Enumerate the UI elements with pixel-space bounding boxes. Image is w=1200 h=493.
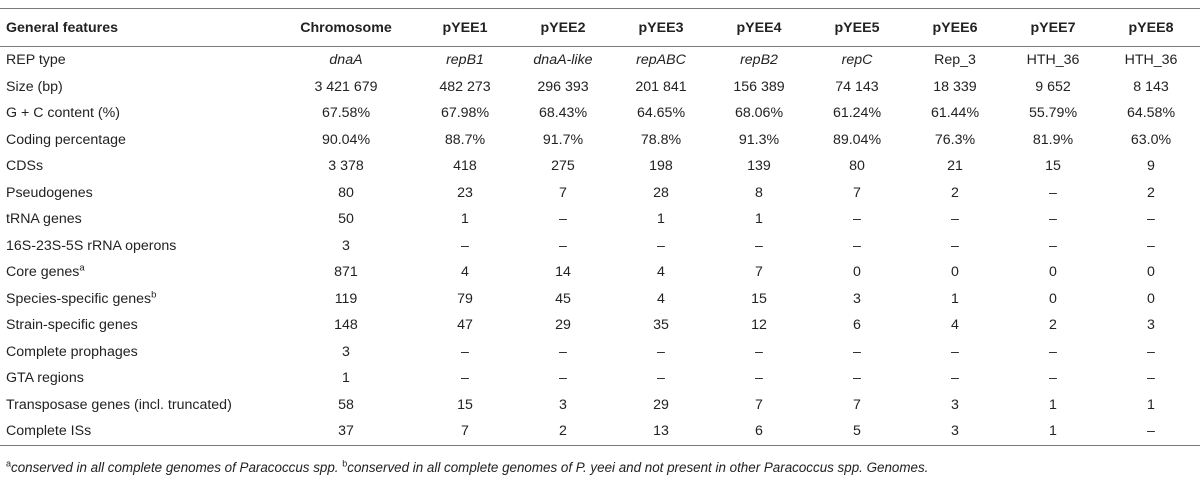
table-cell: 139 <box>747 158 771 175</box>
row-label <box>0 74 276 101</box>
row-label <box>0 127 276 154</box>
row-label-text: Species-specific genes <box>6 290 152 307</box>
table-cell: 4 <box>461 264 469 281</box>
table-cell: Rep_3 <box>934 52 976 69</box>
table-row <box>0 259 1200 286</box>
header-col-6: pYEE5 <box>808 9 906 47</box>
table-cell: – <box>1049 343 1057 360</box>
table-row <box>0 206 1200 233</box>
table-cell: 80 <box>338 184 354 201</box>
table-cell: 3 <box>951 396 959 413</box>
table-cell: 418 <box>453 158 477 175</box>
table-cell: 8 <box>755 184 763 201</box>
table-cell: 47 <box>457 317 473 334</box>
table-cell: 2 <box>514 418 612 445</box>
table-cell: – <box>461 370 469 387</box>
table-cell: – <box>951 370 959 387</box>
table-cell: – <box>657 370 665 387</box>
table-cell: – <box>755 370 763 387</box>
header-col-3: pYEE2 <box>514 9 612 47</box>
table-cell: 1 <box>1147 396 1155 413</box>
row-label <box>0 392 276 419</box>
row-label-text: Size (bp) <box>6 78 63 95</box>
table-cell: 15 <box>751 290 767 307</box>
table-cell: – <box>755 237 763 254</box>
table-cell: repC <box>841 52 873 69</box>
table-cell: 81.9% <box>1032 131 1074 148</box>
table-cell: – <box>559 370 567 387</box>
table-row <box>0 365 1200 392</box>
table-cell: repABC <box>636 52 686 69</box>
table-cell: 7 <box>755 396 763 413</box>
header-col-8: pYEE7 <box>1004 9 1102 47</box>
table-cell: 35 <box>653 317 669 334</box>
table-cell: – <box>1049 370 1057 387</box>
table-cell: – <box>657 237 665 254</box>
table-cell: 90.04% <box>321 131 371 148</box>
header-col-5: pYEE4 <box>710 9 808 47</box>
table-row <box>0 127 1200 154</box>
footnote-ref: b <box>151 289 157 301</box>
table-footnote <box>6 460 928 475</box>
table-cell: 3 <box>906 418 1004 445</box>
table-cell: 9 <box>1147 158 1155 175</box>
table-body <box>0 47 1200 446</box>
table-cell: 2 <box>1147 184 1155 201</box>
table-row <box>0 100 1200 127</box>
table-cell: 8 143 <box>1133 78 1169 95</box>
table-cell: 89.04% <box>832 131 882 148</box>
table-cell: 28 <box>653 184 669 201</box>
row-label <box>0 339 276 366</box>
table-row <box>0 339 1200 366</box>
table-cell: – <box>853 370 861 387</box>
table-cell: 61.44% <box>930 105 980 122</box>
table-cell: 78.8% <box>640 131 682 148</box>
table-cell: 13 <box>612 418 710 445</box>
table-cell: – <box>1049 237 1057 254</box>
table-cell: – <box>461 343 469 360</box>
table-cell: – <box>853 343 861 360</box>
table-cell: 2 <box>951 184 959 201</box>
table-cell: 296 393 <box>537 78 589 95</box>
row-label <box>0 100 276 127</box>
table-cell: 0 <box>853 264 861 281</box>
table-cell: 88.7% <box>444 131 486 148</box>
table-cell: 15 <box>457 396 473 413</box>
table-cell: 68.06% <box>734 105 784 122</box>
table-cell: 29 <box>653 396 669 413</box>
table-row <box>0 47 1200 74</box>
table-cell: 6 <box>853 317 861 334</box>
row-label <box>0 259 276 286</box>
table-cell: 156 389 <box>733 78 785 95</box>
row-label <box>0 233 276 260</box>
table-cell: 198 <box>649 158 673 175</box>
row-label-text: Strain-specific genes <box>6 317 138 334</box>
row-label-text: Transposase genes (incl. truncated) <box>6 396 232 413</box>
table-cell: 1 <box>657 211 665 228</box>
footnote-ref: a <box>79 262 85 274</box>
table-cell: 3 378 <box>328 158 364 175</box>
table-cell: 1 <box>1049 396 1057 413</box>
table-cell: 7 <box>416 418 514 445</box>
row-label <box>0 206 276 233</box>
table-cell: 201 841 <box>635 78 687 95</box>
table-cell: 68.43% <box>538 105 588 122</box>
table-cell: – <box>853 211 861 228</box>
table-cell: 871 <box>334 264 358 281</box>
table-cell: – <box>1102 418 1200 445</box>
table-cell: dnaA-like <box>533 52 593 69</box>
table-cell: 3 <box>1147 317 1155 334</box>
row-label-text: GTA regions <box>6 370 84 387</box>
table-cell: 3 421 679 <box>314 78 378 95</box>
table-cell: 76.3% <box>934 131 976 148</box>
table-cell: – <box>1147 343 1155 360</box>
table-cell: 0 <box>951 264 959 281</box>
table-cell: 9 652 <box>1035 78 1071 95</box>
row-label <box>0 365 276 392</box>
table-cell: 3 <box>853 290 861 307</box>
table-cell: 14 <box>555 264 571 281</box>
row-label <box>0 47 276 74</box>
row-label-text: Complete ISs <box>6 423 92 440</box>
table-cell: 4 <box>657 290 665 307</box>
table-cell: 79 <box>457 290 473 307</box>
header-col-9: pYEE8 <box>1102 9 1200 47</box>
table-cell: – <box>559 237 567 254</box>
table-cell: – <box>559 211 567 228</box>
table-cell: 23 <box>457 184 473 201</box>
table-cell: – <box>1147 237 1155 254</box>
table-cell: 55.79% <box>1028 105 1078 122</box>
table-cell: 7 <box>853 184 861 201</box>
table-cell: 37 <box>276 418 416 445</box>
table-cell: 21 <box>947 158 963 175</box>
footnote-a-text: conserved in all complete genomes of Paracoccus spp. <box>11 460 343 475</box>
table-cell: 119 <box>334 290 358 307</box>
table-cell: 1 <box>951 290 959 307</box>
table-cell: – <box>461 237 469 254</box>
row-label-text: 16S-23S-5S rRNA operons <box>6 237 177 254</box>
table-cell: 3 <box>342 237 350 254</box>
table-cell: 18 339 <box>933 78 977 95</box>
table-cell: 3 <box>342 343 350 360</box>
table-cell: 7 <box>853 396 861 413</box>
table-cell: 61.24% <box>832 105 882 122</box>
row-label-text: tRNA genes <box>6 211 82 228</box>
table-cell: – <box>1147 370 1155 387</box>
table-row <box>0 153 1200 180</box>
table-cell: 80 <box>849 158 865 175</box>
table-cell: 91.7% <box>542 131 584 148</box>
table-cell: 29 <box>555 317 571 334</box>
row-label-text: Complete prophages <box>6 343 138 360</box>
footnote-b-mark: b <box>342 458 348 469</box>
table-cell: 64.65% <box>636 105 686 122</box>
table-cell: 482 273 <box>439 78 491 95</box>
row-label <box>0 418 276 445</box>
table-row <box>0 286 1200 313</box>
table-cell: 5 <box>808 418 906 445</box>
table-cell: 0 <box>1147 290 1155 307</box>
table-cell: 2 <box>1049 317 1057 334</box>
header-col-4: pYEE3 <box>612 9 710 47</box>
table-cell: 91.3% <box>738 131 780 148</box>
row-label-text: G + C content (%) <box>6 105 120 122</box>
table-cell: – <box>1147 211 1155 228</box>
table-row <box>0 312 1200 339</box>
table-cell: 15 <box>1045 158 1061 175</box>
table-cell: 1 <box>461 211 469 228</box>
table-cell: 6 <box>710 418 808 445</box>
header-feature: General features <box>0 9 276 47</box>
table-cell: 1 <box>342 370 350 387</box>
genome-features-table <box>0 8 1200 446</box>
table-cell: 67.58% <box>321 105 371 122</box>
table-cell: 275 <box>551 158 575 175</box>
table-cell: 58 <box>338 396 354 413</box>
table-cell: 1 <box>755 211 763 228</box>
table-cell: – <box>853 237 861 254</box>
table-cell: – <box>755 343 763 360</box>
table-row <box>0 180 1200 207</box>
table-cell: 74 143 <box>835 78 879 95</box>
table-cell: – <box>559 343 567 360</box>
table-cell: repB1 <box>446 52 484 69</box>
table-cell: 50 <box>338 211 354 228</box>
table-cell: repB2 <box>740 52 778 69</box>
table-cell: – <box>951 237 959 254</box>
row-label-text: CDSs <box>6 158 44 175</box>
table-cell: dnaA <box>329 52 363 69</box>
table-cell: 4 <box>657 264 665 281</box>
row-label-text: Core genes <box>6 264 80 281</box>
row-label-text: REP type <box>6 52 66 69</box>
header-col-7: pYEE6 <box>906 9 1004 47</box>
table-cell: 45 <box>555 290 571 307</box>
row-label <box>0 286 276 313</box>
table-cell: 148 <box>334 317 358 334</box>
table-cell: – <box>951 211 959 228</box>
row-label <box>0 180 276 207</box>
table-cell: HTH_36 <box>1124 52 1178 69</box>
table-cell: – <box>1049 211 1057 228</box>
table-row <box>0 233 1200 260</box>
table-cell: 0 <box>1049 290 1057 307</box>
header-col-1: Chromosome <box>276 9 416 47</box>
table-cell: 67.98% <box>440 105 490 122</box>
table-cell: 0 <box>1049 264 1057 281</box>
table-cell: 0 <box>1147 264 1155 281</box>
table-cell: 1 <box>1004 418 1102 445</box>
table-cell: – <box>1049 184 1057 201</box>
table-cell: HTH_36 <box>1026 52 1080 69</box>
table-cell: 7 <box>755 264 763 281</box>
table-row <box>0 418 1200 445</box>
table-header-row <box>0 9 1200 47</box>
header-col-2: pYEE1 <box>416 9 514 47</box>
table-cell: 64.58% <box>1126 105 1176 122</box>
table-cell: 12 <box>751 317 767 334</box>
row-label-text: Pseudogenes <box>6 184 93 201</box>
table-cell: 63.0% <box>1130 131 1172 148</box>
table-cell: – <box>951 343 959 360</box>
row-label-text: Coding percentage <box>6 131 126 148</box>
row-label <box>0 153 276 180</box>
table-cell: – <box>657 343 665 360</box>
table-row <box>0 74 1200 101</box>
row-label <box>0 312 276 339</box>
table-row <box>0 392 1200 419</box>
table-cell: 7 <box>559 184 567 201</box>
table-cell: 3 <box>559 396 567 413</box>
table-cell: 4 <box>951 317 959 334</box>
footnote-b-text: conserved in all complete genomes of P. yeei and not present in other Paracoccus spp. Genomes. <box>347 460 929 475</box>
footnote-a-mark: a <box>6 458 12 469</box>
